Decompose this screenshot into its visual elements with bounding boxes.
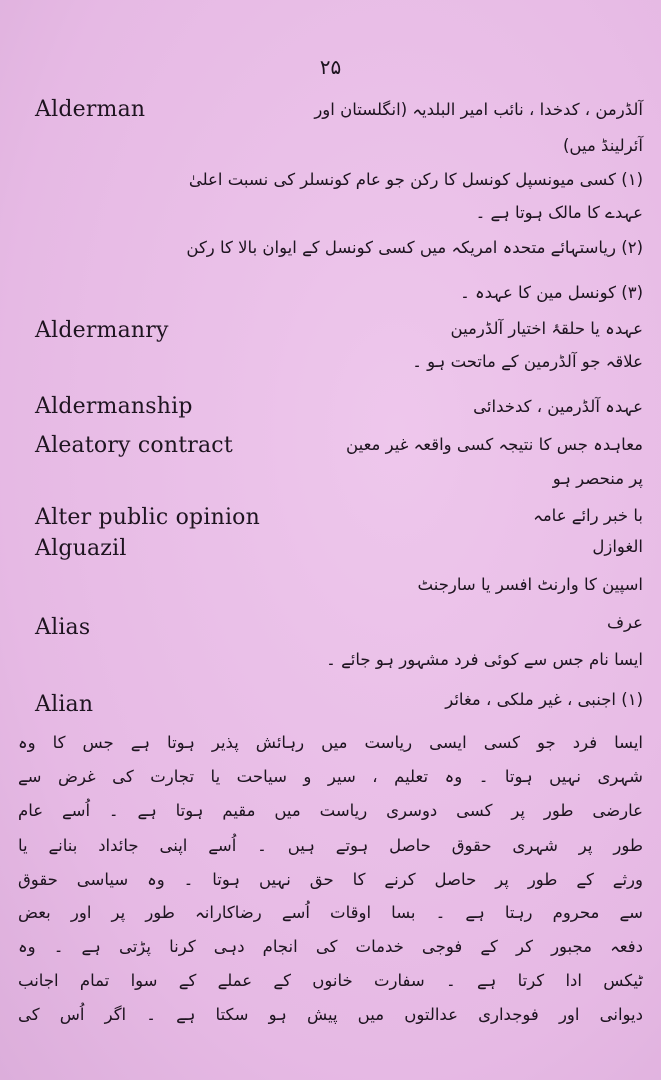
def-alter-public-opinion-line-1: با خبر رائے عامہ bbox=[533, 506, 643, 525]
def-alderman-line-5: (۲) ریاستہائے متحدہ امریکہ میں کسی کونسل کے ایوان بالا کا رکن bbox=[186, 238, 643, 257]
def-alian-line-2: ایسا فرد جو کسی ایسی ریاست میں رہائش پذیر ہوتا ہے جس کا وہ bbox=[18, 733, 643, 752]
def-alian-line-4: عارضی طور پر کسی دوسری ریاست میں مقیم ہوتا ہے ۔ اُسے عام bbox=[18, 801, 643, 820]
term-alian: Alian bbox=[35, 692, 94, 717]
def-alian-line-10: دیوانی اور فوجداری عدالتوں میں پیش ہو سکتا ہے ۔ اگر اُس کی bbox=[18, 1005, 643, 1024]
term-alter-public-opinion: Alter public opinion bbox=[35, 505, 260, 530]
def-alian-line-8: دفعہ مجبور کر کے فوجی خدمات کی انجام دہی کرنا پڑتی ہے ۔ وہ bbox=[18, 937, 643, 956]
term-aldermanry: Aldermanry bbox=[35, 318, 169, 343]
def-aldermanry-line-1: عہدہ یا حلقۂ اختیار آلڈرمین bbox=[450, 319, 643, 338]
term-aleatory-contract: Aleatory contract bbox=[35, 433, 233, 458]
term-aldermanship: Aldermanship bbox=[35, 394, 193, 419]
def-alderman-line-2: آئرلینڈ میں) bbox=[563, 136, 643, 155]
def-alian-line-3: شہری نہیں ہوتا ۔ وہ تعلیم ، سیر و سیاحت یا تجارت کی غرض سے bbox=[18, 767, 643, 786]
term-alias: Alias bbox=[35, 615, 91, 640]
def-aleatory-contract-line-1: معاہدہ جس کا نتیجہ کسی واقعہ غیر معین bbox=[346, 435, 643, 454]
def-alian-line-1: (۱) اجنبی ، غیر ملکی ، مغائر bbox=[445, 690, 643, 709]
def-alias-line-2: ایسا نام جس سے کوئی فرد مشہور ہو جائے ۔ bbox=[326, 650, 643, 669]
def-alderman-line-6: (۳) کونسل مین کا عہدہ ۔ bbox=[460, 283, 643, 302]
def-alian-line-7: سے محروم رہتا ہے ۔ بسا اوقات اُسے رضاکارانہ طور پر اور بعض bbox=[18, 903, 643, 922]
def-alderman-line-1: آلڈرمن ، کدخدا ، نائب امیر البلدیہ (انگلستان اور bbox=[314, 100, 643, 119]
def-alguazil-line-2: اسپین کا وارنٹ افسر یا سارجنٹ bbox=[417, 575, 643, 594]
def-alias-line-1: عرف bbox=[606, 613, 643, 632]
def-aleatory-contract-line-2: پر منحصر ہو bbox=[552, 469, 643, 488]
def-alian-line-9: ٹیکس ادا کرتا ہے ۔ سفارت خانوں کے عملے کے سوا تمام اجانب bbox=[18, 971, 643, 990]
def-alderman-line-4: عہدے کا مالک ہوتا ہے ۔ bbox=[475, 203, 643, 222]
def-aldermanship-line-1: عہدہ آلڈرمین ، کدخدائی bbox=[473, 397, 643, 416]
page-number: ۲۵ bbox=[319, 55, 342, 79]
term-alderman: Alderman bbox=[35, 97, 146, 122]
def-alian-line-6: ورثے کے طور پر حاصل کرنے کا حق نہیں ہوتا ۔ وہ سیاسی حقوق bbox=[18, 870, 643, 889]
term-alguazil: Alguazil bbox=[35, 536, 127, 561]
def-alguazil-line-1: الغوازل bbox=[592, 537, 643, 556]
def-alderman-line-3: (۱) کسی میونسپل کونسل کا رکن جو عام کونسلر کی نسبت اعلیٰ bbox=[188, 170, 643, 189]
def-alian-line-5: طور پر شہری حقوق حاصل ہوتے ہیں ۔ اُسے اپنی جائداد بنانے یا bbox=[18, 836, 643, 855]
def-aldermanry-line-2: علاقہ جو آلڈرمین کے ماتحت ہو ۔ bbox=[412, 352, 643, 371]
